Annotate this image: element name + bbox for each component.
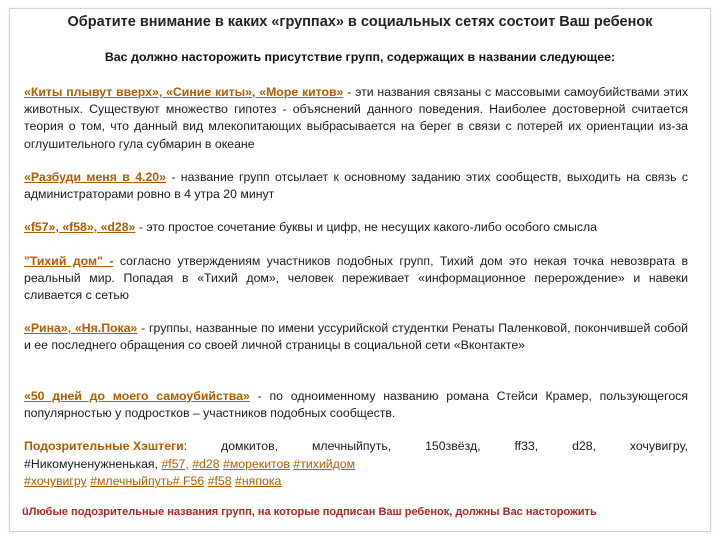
group-names-highlight: "Тихий дом" - [24,254,114,268]
hashtag-word: хочувигру, [629,439,688,453]
hashtags-line-1 [24,438,688,455]
paragraph-text: - эти названия связаны с массовыми самоубийствами этих животных. Существуют множество гипотез - объяснений данного поведения. Наиболее достоверной считается теория о том, что данный вид млекопитающих выбрасывается на берег в связи с потерей их ориентации из-за оглушительного гула субмарин в океане [24,85,688,151]
paragraph-text: - группы, названные по имени уссурийской студентки Ренаты Паленковой, покончившей собой и ее последнего обращения со своей личной страницы в социальной сети «Вконтакте» [24,321,688,353]
hashtag-link[interactable]: #d28 [192,457,220,471]
group-names-highlight: «50 дней до моего самоубийства» [24,389,250,403]
paragraph-text: согласно утверждениям участников подобных групп, Тихий дом это некая точка невозврата в реальный мир. Попадая в «Тихий дом», человек переживает «информационное перерождение» и навеки сливается с сетью [24,254,688,303]
hashtag-link[interactable]: #хочувигру [24,474,87,488]
hashtag-link[interactable]: #морекитов [223,457,290,471]
paragraph-text: - это простое сочетание буквы и цифр, не несущих какого-либо особого смысла [135,220,597,234]
hashtags-line-3 [24,473,688,490]
page-title: Обратите внимание в каких «группах» в социальных сетях состоит Ваш ребенок [67,14,653,30]
paragraph-whales [24,84,688,153]
hashtag-link[interactable]: #няпока [235,474,282,488]
hashtags-label-wrap: Подозрительные Хэштеги: [24,439,188,453]
paragraph-text: - по одноименному названию романа Стейси Крамер, пользующегося популярностью у подростков – участников подобных сообществ. [24,389,688,421]
hashtag-word: 150звёзд, [425,439,481,453]
footer-warning: üЛюбые подозрительные названия групп, на которые подписан Ваш ребенок, должны Вас насторожить [22,506,597,518]
group-names-highlight: «f57», «f58», «d28» [24,220,136,234]
group-names-highlight: «Разбуди меня в 4.20» [24,170,166,184]
paragraph-wake-me [24,169,688,203]
hashtag-word: d28, [572,439,596,453]
paragraph-quiet-house [24,253,688,305]
group-names-highlight: «Киты плывут вверх», «Синие киты», «Море китов» [24,85,344,99]
paragraph-50-days [24,388,688,422]
hashtag-link[interactable]: #f58 [207,474,232,488]
hashtag-word: млечныйпуть, [311,439,392,453]
subtitle: Вас должно насторожить присутствие групп, содержащих в названии следующее: [104,50,616,64]
paragraph-rina [24,320,688,354]
hashtag-link[interactable]: #f57, [161,457,189,471]
hashtag-link[interactable]: #тихийдом [293,457,356,471]
paragraph-text: - название групп отсылает к основному заданию этих сообществ, выходить на связь с администраторами ровно в 4 утра 20 минут [24,170,689,202]
hashtag-plain: #Никомуненужненькая, [24,457,159,471]
group-names-highlight: «Рина», «Ня.Пока» [24,321,138,335]
hashtag-word: ff33, [514,439,539,453]
hashtag-link[interactable]: #млечныйпуть# F56 [90,474,205,488]
hashtags-label: Подозрительные Хэштеги [24,439,184,453]
paragraph-codes [24,219,688,236]
hashtag-word: домкитов, [221,439,279,453]
hashtags-line-2 [24,456,688,473]
